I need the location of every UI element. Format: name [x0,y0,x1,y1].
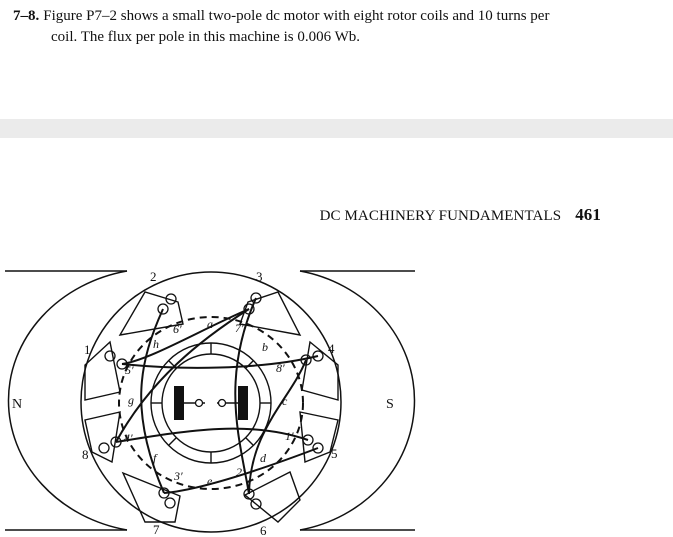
left-brush [174,386,184,420]
slot-number-1: 1 [84,342,91,357]
pole-label-south: S [386,397,394,412]
slot-number-4: 4 [328,341,335,356]
north-pole-face [5,271,127,530]
slot-number-5: 5 [331,446,338,461]
primed-label-2: 2′ [236,465,245,479]
dc-motor-figure [0,240,673,537]
primed-label-3: 3′ [174,469,183,483]
primed-label-8: 8′ [276,361,285,375]
running-head [320,205,601,225]
primed-label-1: 1′ [285,429,294,443]
problem-line-2: coil. The flux per pole in this machine is 0.006 Wb. [51,29,360,45]
commutator-label-g: g [128,393,134,407]
commutator-label-c: c [282,394,288,408]
commutator [151,343,271,463]
running-head-title: DC MACHINERY FUNDAMENTALS [319,208,562,224]
commutator-label-h: h [153,337,159,351]
primed-label-4: 4′ [124,431,133,445]
commutator-label-e: e [207,474,213,488]
primed-label-6: 6′ [173,322,182,336]
commutator-label-d: d [260,451,266,465]
commutator-label-a: a [207,317,213,331]
slot-number-3: 3 [256,269,263,284]
page-number: 461 [575,205,601,224]
commutator-label-f: f [153,451,157,465]
problem-line-1: Figure P7–2 shows a small two-pole dc motor with eight rotor coils and 10 turns per [43,8,550,24]
pole-label-north: N [12,397,23,412]
slot-number-2: 2 [150,269,157,284]
slot-number-7: 7 [153,522,160,537]
right-brush [238,386,248,420]
primed-label-5: 5′ [125,363,134,377]
commutator-label-b: b [262,340,268,354]
problem-number: 7–8. [13,8,40,24]
south-pole-face [300,271,415,530]
problem-statement [13,6,663,48]
slot-number-6: 6 [260,523,267,537]
page-break-gap [0,119,673,138]
slot-number-8: 8 [82,447,89,462]
primed-label-7: 7′ [235,321,244,335]
